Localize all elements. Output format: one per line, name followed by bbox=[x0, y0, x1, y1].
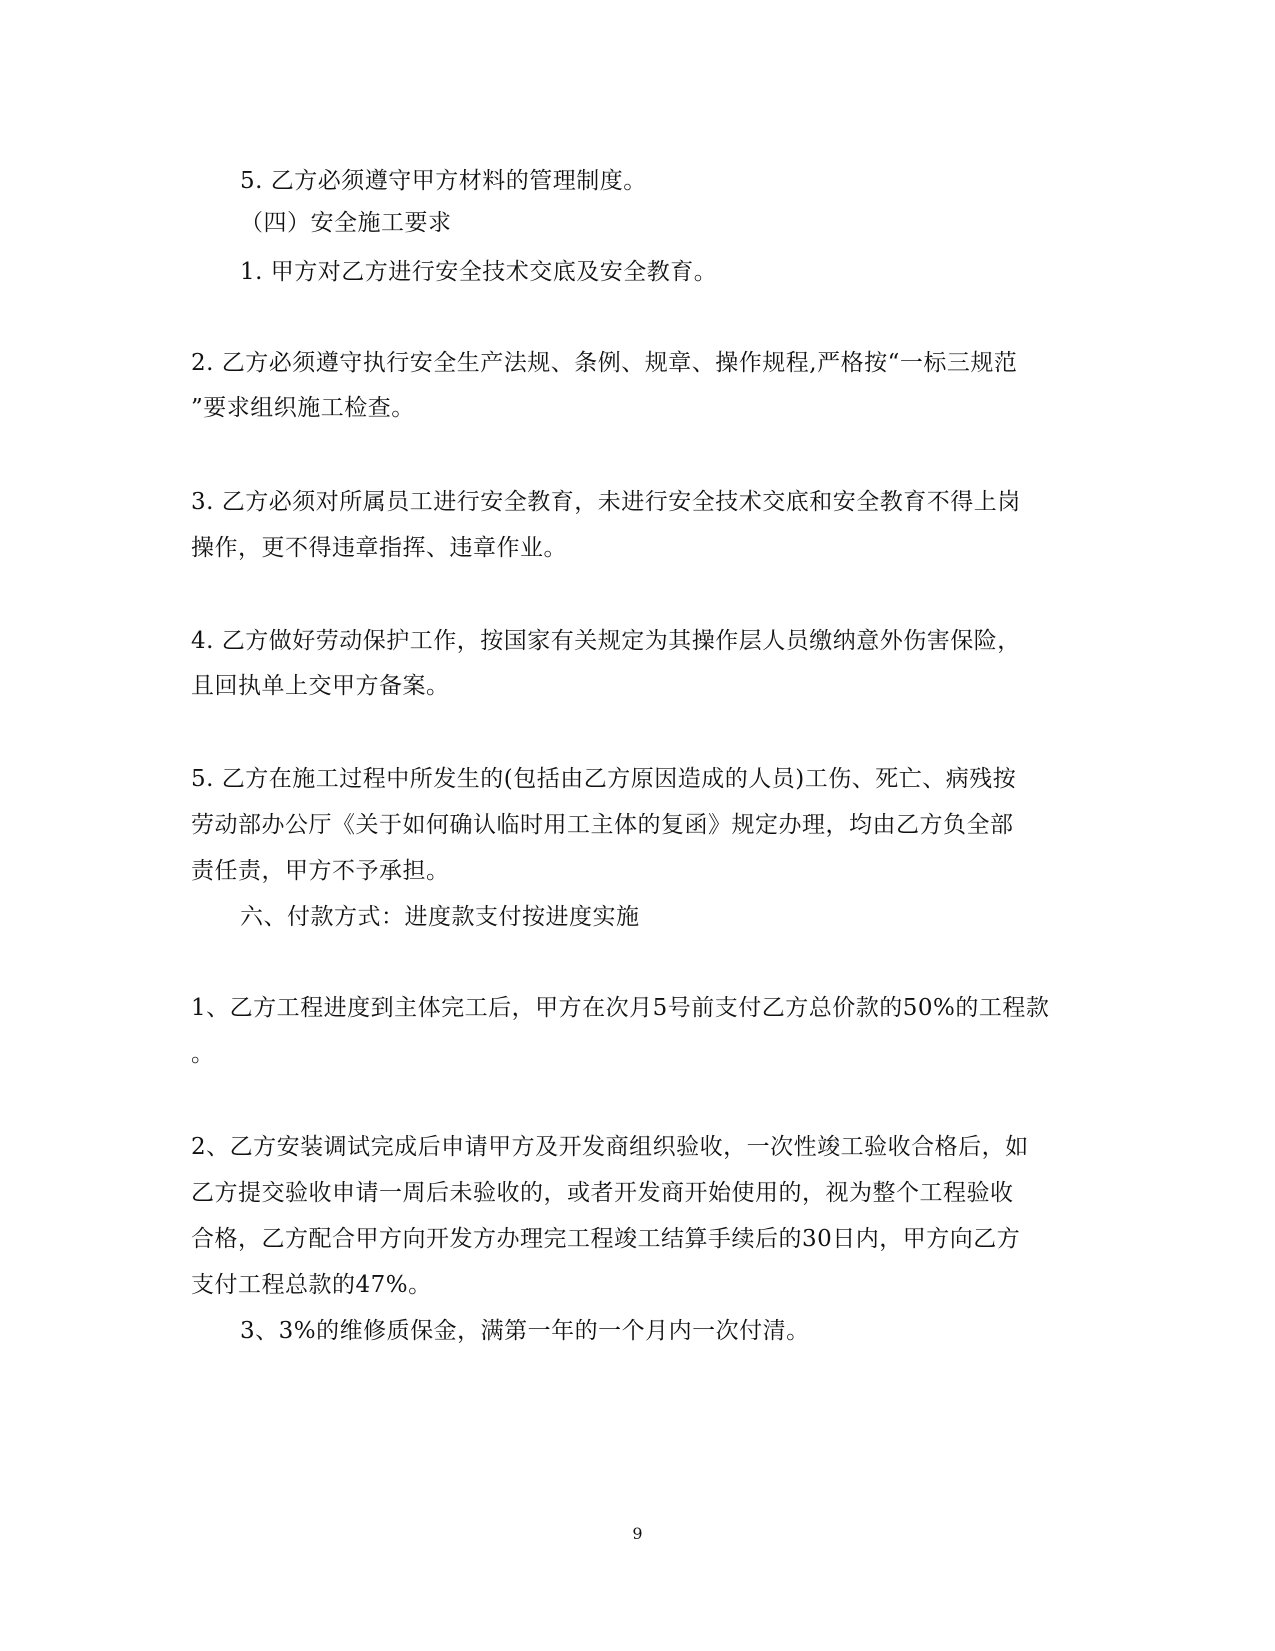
paragraph-p10-line-1: 2、乙方安装调试完成后申请甲方及开发商组织验收，一次性竣工验收合格后，如 bbox=[191, 1134, 1029, 1160]
paragraph-p10-line-3: 合格，乙方配合甲方向开发方办理完工程竣工结算手续后的30日内，甲方向乙方 bbox=[191, 1226, 1021, 1252]
paragraph-p6-line-2: 且回执单上交甲方备案。 bbox=[191, 673, 450, 699]
section-heading-payment: 六、付款方式：进度款支付按进度实施 bbox=[240, 904, 640, 930]
paragraph-p4-line-2: ”要求组织施工检查。 bbox=[191, 395, 415, 421]
paragraph-p11-line-1: 3、3%的维修质保金，满第一年的一个月内一次付清。 bbox=[240, 1318, 810, 1344]
paragraph-p1-line-1: 5. 乙方必须遵守甲方材料的管理制度。 bbox=[240, 168, 647, 194]
paragraph-p4-line-1: 2. 乙方必须遵守执行安全生产法规、条例、规章、操作规程,严格按“一标三规范 bbox=[191, 350, 1018, 376]
paragraph-p7-line-3: 责任责，甲方不予承担。 bbox=[191, 858, 450, 884]
section-heading-safety: （四）安全施工要求 bbox=[240, 210, 452, 236]
paragraph-p3-line-1: 1. 甲方对乙方进行安全技术交底及安全教育。 bbox=[240, 259, 718, 285]
paragraph-p6-line-1: 4. 乙方做好劳动保护工作，按国家有关规定为其操作层人员缴纳意外伤害保险， bbox=[191, 628, 1021, 654]
paragraph-p9-line-1: 1、乙方工程进度到主体完工后，甲方在次月5号前支付乙方总价款的50%的工程款 bbox=[191, 995, 1050, 1021]
paragraph-p10-line-2: 乙方提交验收申请一周后未验收的，或者开发商开始使用的，视为整个工程验收 bbox=[191, 1180, 1014, 1206]
paragraph-p9-line-2: 。 bbox=[191, 1041, 215, 1067]
page-number: 9 bbox=[632, 1524, 643, 1543]
paragraph-p10-line-4: 支付工程总款的47%。 bbox=[191, 1272, 432, 1298]
paragraph-p5-line-2: 操作，更不得违章指挥、违章作业。 bbox=[191, 535, 567, 561]
paragraph-p7-line-2: 劳动部办公厅《关于如何确认临时用工主体的复函》规定办理，均由乙方负全部 bbox=[191, 812, 1014, 838]
paragraph-p7-line-1: 5. 乙方在施工过程中所发生的(包括由乙方原因造成的人员)工伤、死亡、病残按 bbox=[191, 766, 1017, 792]
paragraph-p5-line-1: 3. 乙方必须对所属员工进行安全教育，未进行安全技术交底和安全教育不得上岗 bbox=[191, 489, 1021, 515]
